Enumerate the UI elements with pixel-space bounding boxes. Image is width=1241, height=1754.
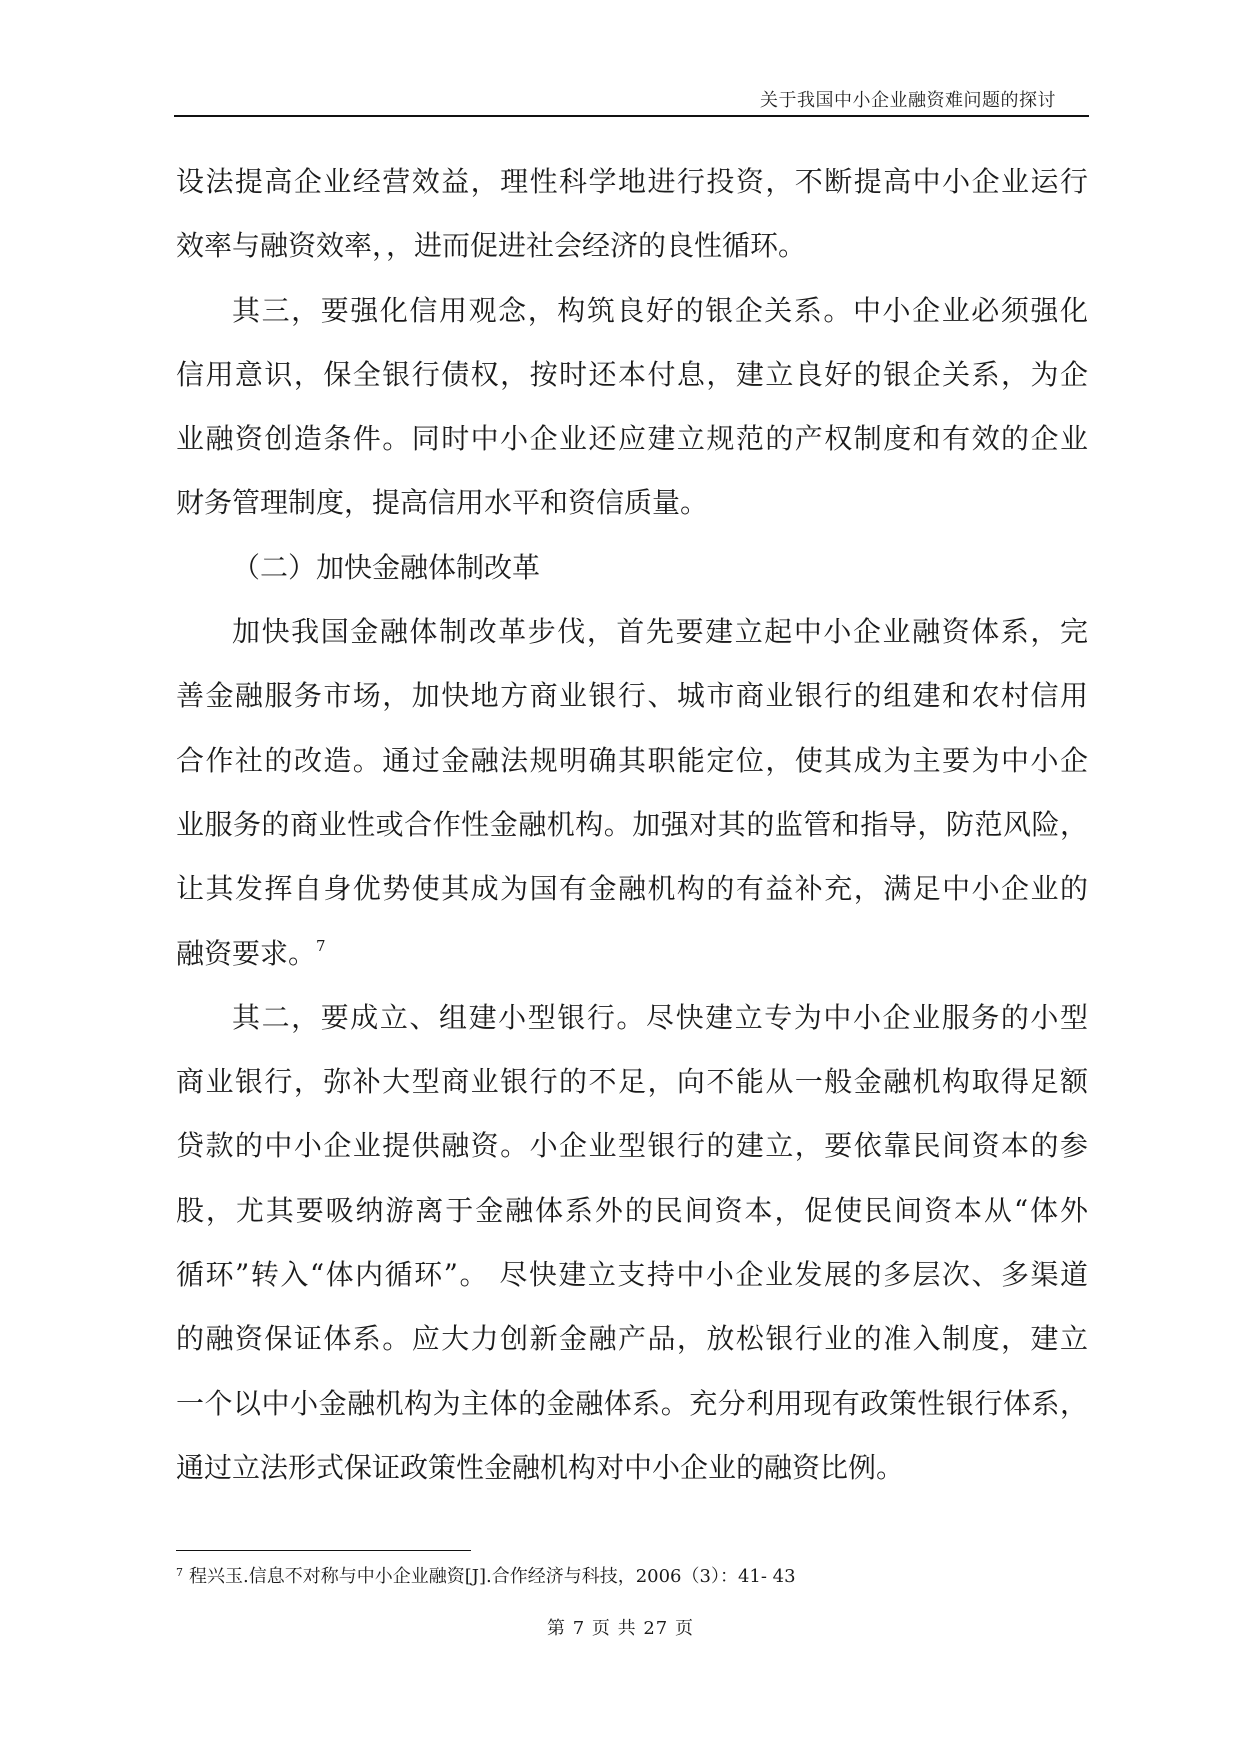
- text-line: 合作社的改造。通过金融法规明确其职能定位，使其成为主要为中小企: [176, 743, 1088, 777]
- text-line: 循环”转入“体内循环”。 尽快建立支持中小企业发展的多层次、多渠道: [176, 1258, 1088, 1292]
- text-line: 贷款的中小企业提供融资。小企业型银行的建立，要依靠民间资本的参: [176, 1129, 1088, 1163]
- text-line: 让其发挥自身优势使其成为国有金融机构的有益补充，满足中小企业的: [176, 872, 1088, 906]
- page-number: 第 7 页 共 27 页: [547, 1618, 694, 1639]
- running-header: 关于我国中小企业融资难问题的探讨: [760, 90, 1056, 111]
- footnote-text: 程兴玉.信息不对称与中小企业融资[J].合作经济与科技，2006（3）：41- 43: [189, 1566, 796, 1587]
- text-line-with-footnote: [176, 922, 1088, 986]
- text-line: 善金融服务市场，加快地方商业银行、城市商业银行的组建和农村信用: [176, 679, 1088, 713]
- text-line: 通过立法形式保证政策性金融机构对中小企业的融资比例。: [176, 1450, 905, 1484]
- text-line: 业服务的商业性或合作性金融机构。加强对其的监管和指导，防范风险，: [176, 807, 1088, 841]
- text-line: 的融资保证体系。应大力创新金融产品，放松银行业的准入制度，建立: [176, 1322, 1088, 1356]
- section-heading: （二）加快金融体制改革: [232, 550, 541, 584]
- text-line: 信用意识，保全银行债权，按时还本付息，建立良好的银企关系，为企: [176, 357, 1088, 391]
- footnote-marker: 7: [176, 1566, 183, 1579]
- text-line: 股，尤其要吸纳游离于金融体系外的民间资本，促使民间资本从“体外: [176, 1193, 1088, 1227]
- header-rule: [174, 115, 1089, 117]
- text-line: 效率与融资效率，，进而促进社会经济的良性循环。: [176, 229, 807, 263]
- footnote: [176, 1562, 796, 1588]
- body-text: [176, 150, 1088, 1500]
- text-line: 设法提高企业经营效益，理性科学地进行投资，不断提高中小企业运行: [176, 165, 1088, 198]
- footnote-rule: [176, 1550, 471, 1551]
- text-line: 业融资创造条件。同时中小企业还应建立规范的产权制度和有效的企业: [176, 422, 1088, 456]
- text-line: 加快我国金融体制改革步伐，首先要建立起中小企业融资体系，完: [232, 615, 1088, 649]
- text-line: 一个以中小金融机构为主体的金融体系。充分利用现有政策性银行体系，: [176, 1386, 1088, 1420]
- text-line: 其二，要成立、组建小型银行。尽快建立专为中小企业服务的小型: [232, 1000, 1088, 1034]
- text-line: 商业银行，弥补大型商业银行的不足，向不能从一般金融机构取得足额: [176, 1065, 1088, 1099]
- footnote-reference[interactable]: 7: [316, 936, 326, 955]
- text-line: 财务管理制度，提高信用水平和资信质量。: [176, 486, 709, 520]
- text-line: 其三，要强化信用观念，构筑良好的银企关系。中小企业必须强化: [232, 293, 1088, 327]
- text-fragment: 融资要求。: [176, 936, 317, 970]
